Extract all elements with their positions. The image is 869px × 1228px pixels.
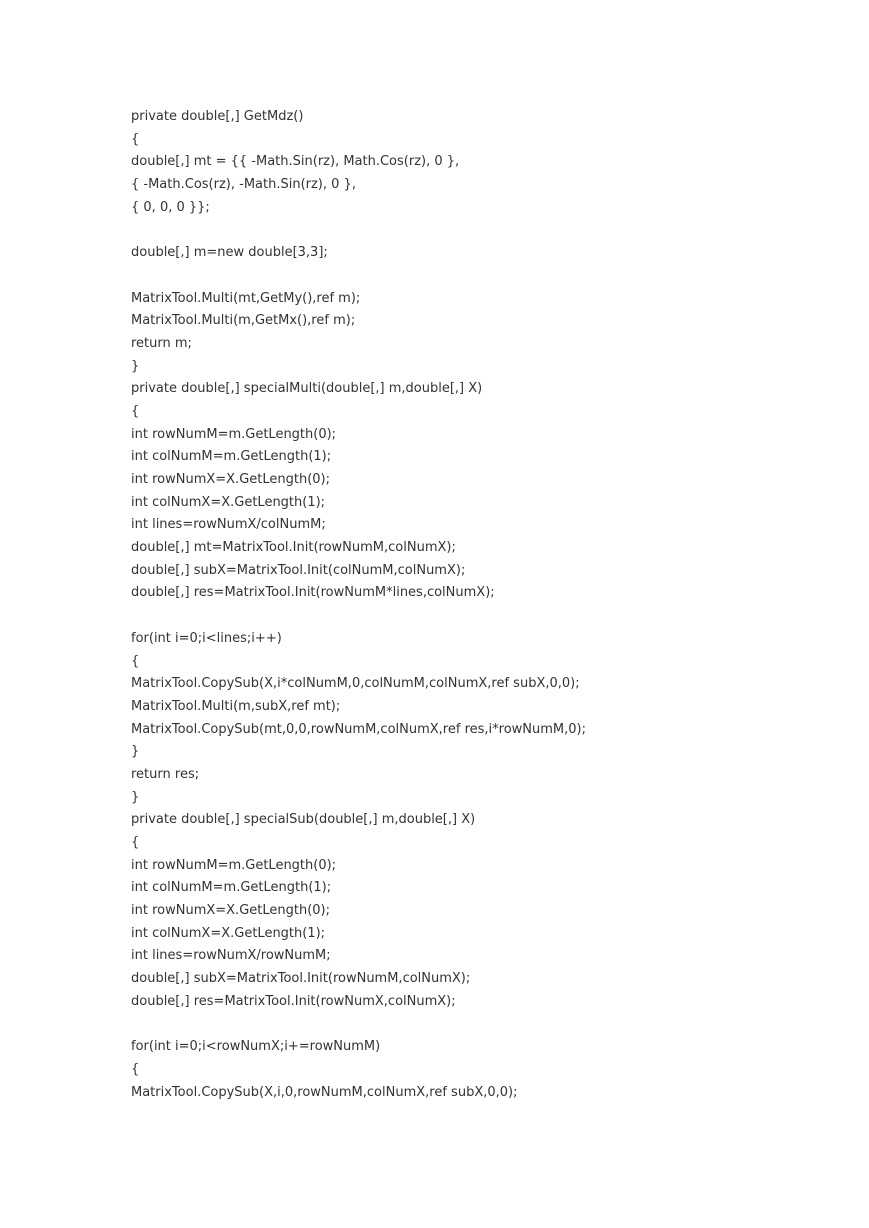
code-line: MatrixTool.CopySub(X,i*colNumM,0,colNumM,colNumX,ref subX,0,0); [131,676,580,692]
code-line: } [131,358,140,374]
code-line: MatrixTool.CopySub(mt,0,0,rowNumM,colNumX,ref res,i*rowNumM,0); [131,721,586,737]
code-line: { [131,835,140,850]
code-line: double[,] res=MatrixTool.Init(rowNumM*lines,colNumX); [131,585,495,601]
code-line: int colNumX=X.GetLength(1); [131,925,326,941]
code-line: MatrixTool.CopySub(X,i,0,rowNumM,colNumX,ref subX,0,0); [131,1084,518,1100]
code-line: { 0, 0, 0 }}; [131,199,210,215]
code-line: return m; [131,335,192,351]
code-line: int colNumM=m.GetLength(1); [131,449,332,465]
code-line: } [131,789,140,805]
code-line: private double[,] specialMulti(double[,] m,double[,] X) [131,381,483,397]
code-line: private double[,] specialSub(double[,] m,double[,] X) [131,812,476,828]
code-line: for(int i=0;i<rowNumX;i+=rowNumM) [131,1039,381,1055]
code-line [131,605,831,628]
code-line: { -Math.Cos(rz), -Math.Sin(rz), 0 }, [131,177,356,193]
code-line: double[,] subX=MatrixTool.Init(rowNumM,colNumX); [131,971,471,987]
code-line: int rowNumM=m.GetLength(0); [131,426,337,442]
code-line: int rowNumX=X.GetLength(0); [131,472,330,487]
code-line: private double[,] GetMdz() [131,109,304,124]
code-line: double[,] mt=MatrixTool.Init(rowNumM,colNumX); [131,540,456,556]
code-block [131,106,831,1104]
code-line: double[,] subX=MatrixTool.Init(colNumM,colNumX); [131,562,466,578]
code-line [131,1014,831,1037]
code-line: double[,] res=MatrixTool.Init(rowNumX,colNumX); [131,993,456,1009]
code-line [131,265,831,288]
code-line: MatrixTool.Multi(m,GetMx(),ref m); [131,313,356,329]
code-line: { [131,403,140,419]
code-line: int rowNumM=m.GetLength(0); [131,857,337,873]
code-line: int lines=rowNumX/colNumM; [131,517,326,533]
code-line: double[,] mt = {{ -Math.Sin(rz), Math.Cos(rz), 0 }, [131,154,460,170]
code-line: MatrixTool.Multi(m,subX,ref mt); [131,698,341,714]
code-line: int colNumX=X.GetLength(1); [131,494,326,510]
code-line: { [131,131,140,147]
code-line: { [131,1061,140,1077]
code-line: int rowNumX=X.GetLength(0); [131,903,330,919]
code-line: double[,] m=new double[3,3]; [131,245,328,261]
code-line: MatrixTool.Multi(mt,GetMy(),ref m); [131,290,361,306]
code-line: for(int i=0;i<lines;i++) [131,630,282,646]
code-line: } [131,744,140,760]
code-line: int colNumM=m.GetLength(1); [131,880,332,896]
code-line: int lines=rowNumX/rowNumM; [131,948,331,964]
code-line [131,219,831,242]
code-line: { [131,653,140,669]
code-line: return res; [131,766,200,782]
